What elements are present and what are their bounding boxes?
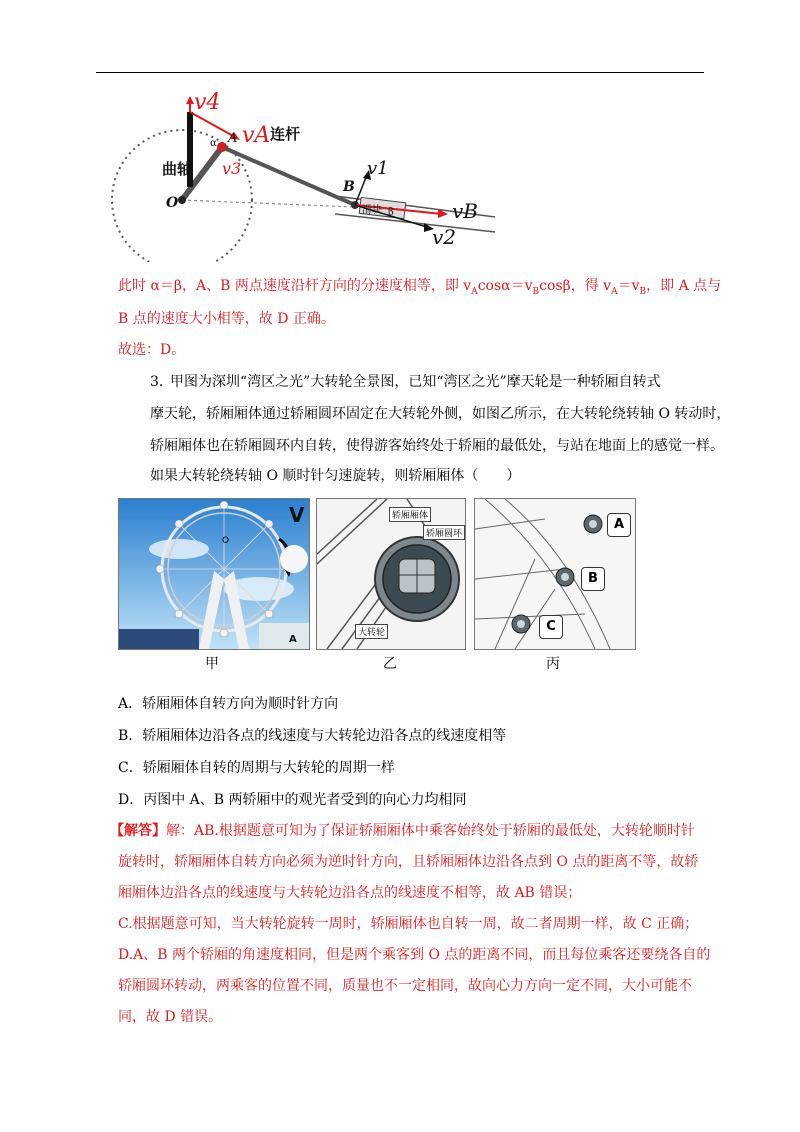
analysis-line6: 轿厢圆环转动，两乘客的位置不同，质量也不一定相同，故向心力方向一定不同，大小可能不 bbox=[118, 978, 692, 994]
figure-yi bbox=[316, 498, 466, 650]
label-v3: v3 bbox=[222, 159, 242, 178]
analysis-tag: 【解答】 bbox=[110, 823, 166, 839]
crank-rod-diagram bbox=[110, 92, 500, 262]
label-vB: vB bbox=[452, 199, 478, 223]
caption-bing: 丙 bbox=[546, 656, 560, 672]
label-slider: 滑块 bbox=[362, 205, 382, 216]
label-vA: vA bbox=[242, 123, 271, 148]
prev-solution-line2: B 点的速度大小相等，故 D 正确。 bbox=[118, 311, 335, 327]
analysis-line4: C.根据题意可知，当大转轮旋转一周时，轿厢厢体也自转一周，故二者周期一样，故 C 正确； bbox=[118, 916, 699, 932]
point-A bbox=[217, 142, 227, 152]
figures-row bbox=[118, 498, 638, 672]
option-b: B．轿厢厢体边沿各点的线速度与大转轮边沿各点的线速度相等 bbox=[118, 728, 507, 744]
header-rule bbox=[96, 72, 704, 73]
label-v2: v2 bbox=[432, 225, 457, 249]
yi-label-wheel: 大转轮 bbox=[355, 624, 388, 639]
question-number: 3. bbox=[150, 374, 164, 390]
analysis-line7: 同，故 D 错误。 bbox=[118, 1009, 223, 1025]
label-beta: β bbox=[388, 207, 394, 218]
question-line1: 甲图为深圳“湾区之光”大转轮全景图，已知“湾区之光”摩天轮是一种轿厢自转式 bbox=[170, 374, 661, 390]
bing-label-C: C bbox=[539, 615, 563, 639]
dashed-baseline bbox=[182, 200, 355, 207]
jia-label-A: A bbox=[289, 634, 297, 645]
question-line4: 如果大转轮绕转轴 O 顺时针匀速旋转，则轿厢厢体（ ） bbox=[150, 468, 521, 484]
label-rod: 连杆 bbox=[270, 125, 301, 143]
analysis-line5: D.A、B 两个轿厢的角速度相同，但是两个乘客到 O 点的距离不同，而且每位乘客还要绕各自的 bbox=[118, 947, 711, 963]
analysis-line1: 【解答】解：AB.根据题意可知为了保证轿厢厢体中乘客始终处于轿厢的最低处，大转轮顺时针 bbox=[110, 823, 695, 839]
label-v4: v4 bbox=[194, 92, 221, 115]
label-v1: v1 bbox=[367, 158, 389, 179]
caption-yi: 乙 bbox=[383, 656, 397, 672]
prev-answer: 故选：D。 bbox=[118, 342, 186, 358]
figure-bing bbox=[474, 498, 636, 650]
ferris-wheel-photo bbox=[119, 499, 309, 649]
jia-label-V: V bbox=[289, 503, 305, 527]
question-line3: 轿厢厢体也在轿厢圆环内自转，使得游客始终处于轿厢的最低处，与站在地面上的感觉一样。 bbox=[150, 438, 724, 454]
prev-solution-line1: 此时 α＝β，A、B 两点速度沿杆方向的分速度相等，即 $v_A\cos\alpha=v_B\cos\beta$，得 $v_A=v_B$，即 A 点与 bbox=[118, 278, 722, 297]
analysis-line2: 旋转时，轿厢厢体自转方向必须为逆时针方向，且轿厢厢体边沿各点到 O 点的距离不等，故轿 bbox=[118, 854, 699, 870]
label-alpha: α bbox=[210, 138, 217, 149]
jia-label-O: O bbox=[222, 536, 230, 546]
option-a: A．轿厢厢体自转方向为顺时针方向 bbox=[118, 696, 339, 712]
label-A: A bbox=[228, 131, 238, 146]
caption-jia: 甲 bbox=[205, 656, 219, 672]
bing-label-B: B bbox=[581, 567, 605, 591]
label-crank: 曲轴 bbox=[162, 160, 193, 178]
label-O: O bbox=[166, 195, 179, 211]
yi-label-body: 轿厢厢体 bbox=[389, 507, 431, 522]
question-line2: 摩天轮，轿厢厢体通过轿厢圆环固定在大转轮外侧，如图乙所示，在大转轮绕转轴 O 转动时， bbox=[150, 406, 731, 422]
pivot-O bbox=[178, 196, 186, 204]
option-d: D．丙图中 A、B 两轿厢中的观光者受到的向心力均相同 bbox=[118, 792, 467, 808]
yi-label-ring: 轿厢圆环 bbox=[423, 525, 465, 540]
figure-jia bbox=[118, 498, 310, 650]
analysis-line3: 厢厢体边沿各点的线速度与大转轮边沿各点的线速度不相等，故 AB 错误； bbox=[118, 885, 582, 901]
label-B: B bbox=[343, 179, 355, 195]
option-c: C．轿厢厢体自转的周期与大转轮的周期一样 bbox=[118, 760, 395, 776]
bing-label-A: A bbox=[607, 513, 631, 537]
